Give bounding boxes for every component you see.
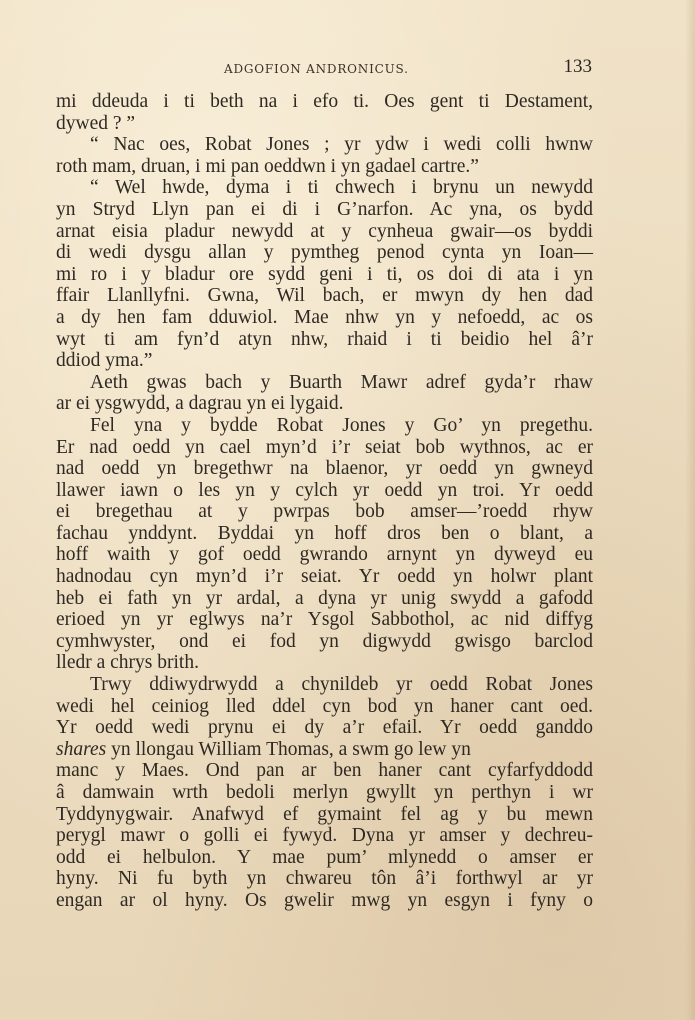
text-line: a dy hen fam dduwiol. Mae nhw yn y nefoedd, ac os [56, 306, 593, 328]
text-line: Er nad oedd yn cael myn’d i’r seiat bob wythnos, ac er [56, 436, 593, 458]
text-line: manc y Maes. Ond pan ar ben haner cant cyfarfyddodd [56, 760, 593, 782]
text-line: wyt ti am fyn’d atyn nhw, rhaid i ti beidio hel â’r [56, 328, 593, 350]
italic-word: shares [56, 738, 107, 760]
text-line: Trwy ddiwydrwydd a chynildeb yr oedd Robat Jones [90, 674, 593, 696]
text-line: cymhwyster, ond ei fod yn digwydd gwisgo barclod [56, 630, 593, 652]
text-line: wedi hel ceiniog lled ddel cyn bod yn haner cant oed. [56, 695, 593, 717]
text-line: mi ro i y bladur ore sydd geni i ti, os doi di ata i yn [56, 263, 593, 285]
text-line: dywed ? ” [56, 112, 136, 134]
page-header [56, 56, 592, 82]
text-line: yn Stryd Llyn pan ei di i G’narfon. Ac yna, os bydd [56, 198, 593, 220]
text-line: Fel yna y bydde Robat Jones y Go’ yn pregethu. [90, 414, 593, 436]
page-edge-shadow [685, 0, 695, 1020]
text-line: “ Wel hwde, dyma i ti chwech i brynu un newydd [90, 177, 593, 199]
text-line: odd ei helbulon. Y mae pum’ mlynedd o amser er [56, 846, 593, 868]
text-line: Aeth gwas bach y Buarth Mawr adref gyda’r rhaw [90, 371, 593, 393]
text-line: ffair Llanllyfni. Gwna, Wil bach, er mwyn dy hen dad [56, 285, 593, 307]
text-line: di wedi dysgu allan y pymtheg penod cynta yn Ioan— [56, 242, 593, 264]
text-line-with-italic [56, 739, 593, 761]
text-line: hoff waith y gof oedd gwrando arnynt yn dyweyd eu [56, 544, 593, 566]
text-line: heb ei fath yn yr ardal, a dyna yr unig swydd a gafodd [56, 587, 593, 609]
text-line: “ Nac oes, Robat Jones ; yr ydw i wedi colli hwnw [90, 134, 593, 156]
text-line: nad oedd yn bregethwr na blaenor, yr oedd yn gwneyd [56, 458, 593, 480]
text-line: Yr oedd wedi prynu ei dy a’r efail. Yr oedd ganddo [56, 717, 593, 739]
text-line: roth mam, druan, i mi pan oeddwn i yn gadael cartre.” [56, 155, 479, 177]
text-line: arnat eisia pladur newydd at y cynheua gwair—os byddi [56, 220, 593, 242]
text-line: ddiod yma.” [56, 350, 153, 372]
running-title: ADGOFION ANDRONICUS. [224, 62, 409, 76]
text-line-rest: yn llongau William Thomas, a swm go lew yn [106, 738, 471, 760]
text-line: hyny. Ni fu byth yn chwareu tôn â’i forthwyl ar yr [56, 868, 593, 890]
text-line: ar ei ysgwydd, a dagrau yn ei lygaid. [56, 393, 344, 415]
text-line: erioed yn yr eglwys na’r Ysgol Sabbothol, ac nid diffyg [56, 609, 593, 631]
text-line: hadnodau cyn myn’d i’r seiat. Yr oedd yn holwr plant [56, 566, 593, 588]
text-line: fachau ynddynt. Byddai yn hoff dros ben o blant, a [56, 522, 593, 544]
text-line: lledr a chrys brith. [56, 652, 199, 674]
text-line: mi ddeuda i ti beth na i efo ti. Oes gent ti Destament, [56, 91, 593, 112]
text-line: â damwain wrth bedoli merlyn gwyllt yn perthyn i wr [56, 782, 593, 803]
text-line: ei bregethau at y pwrpas bob amser—’roedd rhyw [56, 501, 593, 523]
text-line: engan ar ol hyny. Os gwelir mwg yn esgyn i fyny o [56, 889, 593, 911]
text-line: Tyddynygwair. Anafwyd ef gymaint fel ag y bu mewn [56, 803, 593, 825]
text-line: perygl mawr o golli ei fywyd. Dyna yr amser y dechreu- [56, 825, 593, 847]
text-line: llawer iawn o les yn y cylch yr oedd yn troi. Yr oedd [56, 479, 593, 501]
body-text [56, 91, 593, 912]
page-number: 133 [563, 56, 592, 77]
